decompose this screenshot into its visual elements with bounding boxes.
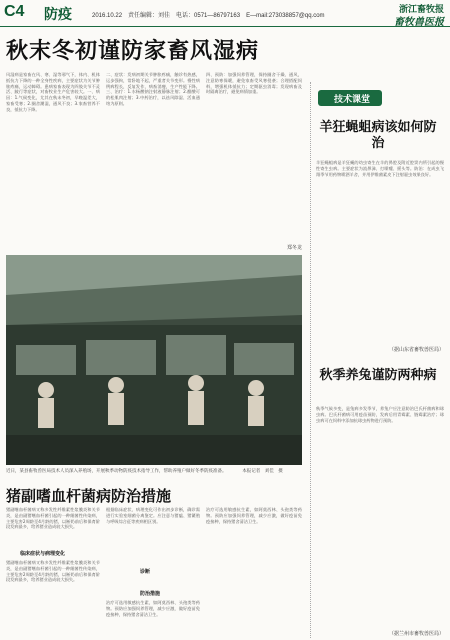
article2-col1b: 猪副嗜血杆菌病又称多发性纤维素性浆膜炎和关节炎，是由副猪嗜血杆菌引起的一种细菌性传染病，主要危害2周龄至4月龄的猪，以断奶前后和保育阶段发病最多，给养猪业造成较大损失。 [6, 560, 100, 583]
article1-col3: 四、预防：加强饲养管理，保持圈舍干燥、通风，注意防寒保暖，避免家畜受风寒侵袭；合理搭配饲料，增强机体抵抗力；定期驱虫消毒；发现病畜及时隔离治疗，避免病情加重。 [206, 72, 302, 95]
article2-sub3: 防治措施 [140, 591, 161, 597]
photo-caption: 近日，某县畜牧兽医局技术人员深入养殖场，开展秋季动物防疫技术指导工作，帮助养殖户做好冬季防疫准备。 本报记者 刘佳 摄 [6, 469, 283, 474]
publication-name: 浙江畜牧报 [398, 5, 444, 15]
sidebar-text2: 秋季气候多变，是兔病多发季节，养兔户应注意防治巴氏杆菌病和球虫病。巴氏杆菌病可用疫苗预防，发病后用青霉素、链霉素治疗；球虫病可在饲料中添加抗球虫药物进行预防。 [316, 406, 444, 423]
section-name: 防疫 [44, 7, 72, 23]
news-photo [6, 255, 302, 465]
sidebar-title1: 羊狂蝇蛆病该如何防治 [319, 120, 437, 151]
article1-col2: 二、症状：发病初期关节肿胀疼痛，触诊有热感，运步强拘，常卧地不起，严重者关节变形。慢性病例病程长，反复发作，病畜消瘦，生产性能下降。三、治疗：1.水杨酸钠注射液静脉注射；2.醋酸可的松肌肉注射；3.中药治疗，以祛风除湿、活血通络为原则。 [106, 72, 200, 106]
article1-col1: 风湿病是家畜在风、寒、湿等邪气下，体内、机体抵抗力下降的一种全身性疾病，主要症状为关节肿胀疼痛，运动障碍。患病家畜表现为四肢关节不灵活、跛行等症状，对畜牧业生产危害较大。一、病因：1.气候变化，尤其在秋末冬初，早晚温差大，家畜受寒；2.圈舍潮湿，通风不良；3.家畜营养不良，抵抗力下降。 [6, 72, 100, 112]
article2-col1: 猪副嗜血杆菌病又称多发性纤维素性浆膜炎和关节炎，是由副猪嗜血杆菌引起的一种细菌性传染病，主要危害2周龄至4月龄的猪，以断奶前后和保育阶段发病最多，给养猪业造成较大损失。 [6, 507, 100, 530]
article2-col2: 根据临床症状、病理变化可作出初步诊断，确诊需进行实验室细菌分离鉴定。应注意与猪瘟、猪繁殖与呼吸综合征等疾病相区别。 [106, 507, 200, 524]
article2-col3: 治疗可选用敏感抗生素，如阿莫西林、头孢类等药物。预防应加强饲养管理，减少应激，做好疫苗免疫接种，保持猪舍清洁卫生。 [206, 507, 302, 524]
sidebar-author2: （据兰州市畜牧兽医局） [388, 631, 444, 637]
page-header [0, 0, 450, 27]
sidebar-text1: 羊狂蝇蛆病是羊狂蝇的幼虫寄生在羊的鼻腔及附近腔窦内所引起的慢性寄生虫病。主要症状为流鼻涕、打喷嚏、摇头等。防治：在成虫飞翔季节用药物喷洒羊舍，并用伊维菌素皮下注射驱虫效果良好。 [316, 160, 444, 177]
article1-title: 秋末冬初谨防家畜风湿病 [6, 39, 260, 64]
article2-sub2: 诊断 [140, 569, 151, 575]
tech-label: 技术课堂 [334, 95, 371, 105]
header-meta: 2016.10.22 责任编辑：刘佳 电话：0571—86797163 E—mail:273038857@qq.com [92, 13, 325, 19]
article2-sub1: 临床症状与病理变化 [20, 551, 66, 557]
page-number: C4 [4, 3, 25, 20]
sidebar-author1: （据山东省畜牧兽医局） [388, 347, 444, 353]
article1-author: 郑冬龙 [286, 245, 302, 251]
sidebar-title2: 秋季养兔谨防两种病 [319, 368, 437, 383]
article2-col2b: 治疗可选用敏感抗生素，如阿莫西林、头孢类等药物。预防应加强饲养管理，减少应激，做好疫苗免疫接种，保持猪舍清洁卫生。 [106, 600, 200, 617]
publication-logo: 畜牧兽医报 [394, 17, 444, 28]
article2-title: 猪副嗜血杆菌病防治措施 [6, 487, 172, 505]
